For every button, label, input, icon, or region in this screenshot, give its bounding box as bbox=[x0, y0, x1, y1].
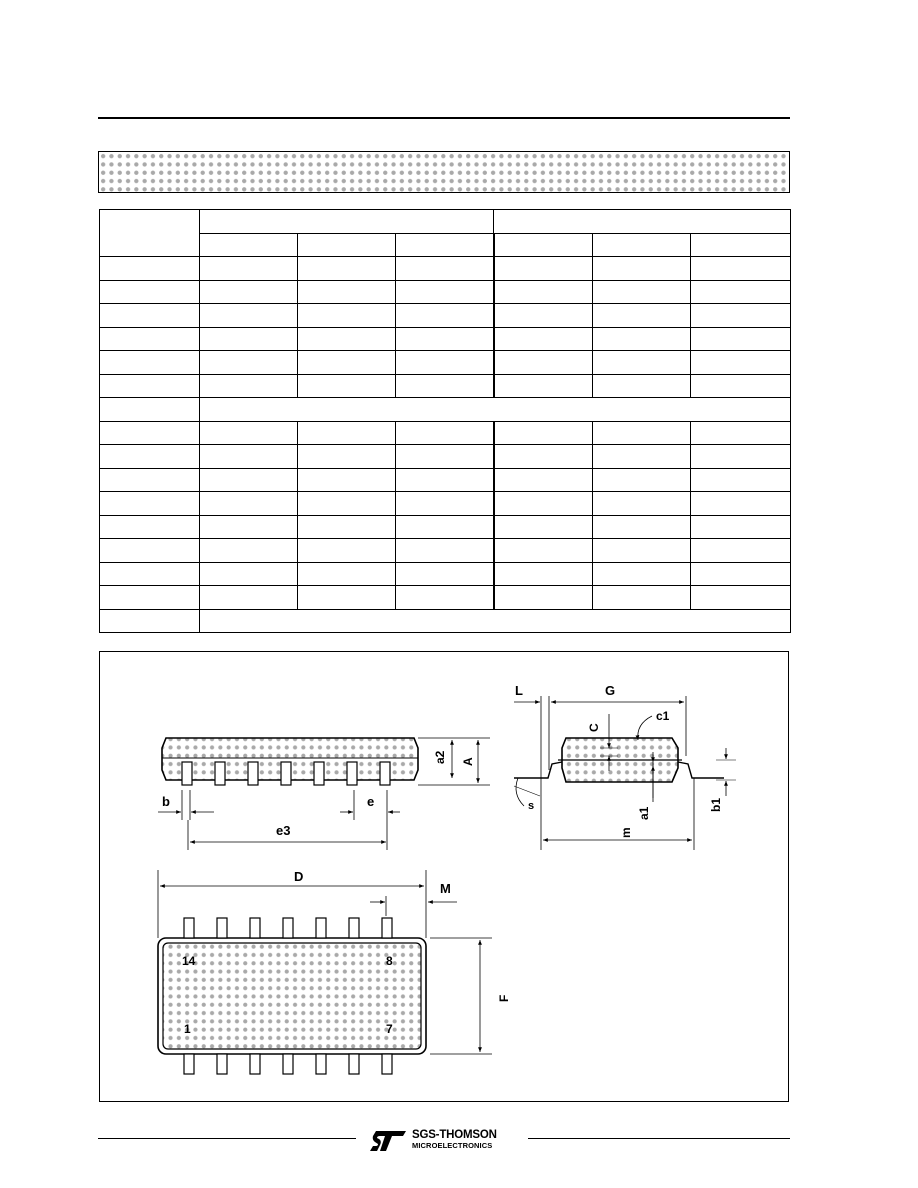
table-cell bbox=[200, 421, 298, 445]
top-rule bbox=[98, 117, 790, 119]
table-cell bbox=[691, 351, 791, 375]
label-b1: b1 bbox=[709, 797, 723, 812]
table-cell bbox=[691, 327, 791, 351]
footer-rule-right bbox=[528, 1138, 790, 1139]
brand-sub: MICROELECTRONICS bbox=[412, 1141, 493, 1150]
side-pin bbox=[182, 762, 192, 785]
table-cell bbox=[100, 492, 200, 516]
table-cell bbox=[494, 257, 593, 281]
label-G: G bbox=[605, 683, 616, 698]
table-cell bbox=[593, 257, 691, 281]
table-cell bbox=[593, 351, 691, 375]
table-cell bbox=[396, 468, 494, 492]
table-cell bbox=[298, 257, 396, 281]
table-cell bbox=[396, 257, 494, 281]
section-banner bbox=[98, 151, 790, 193]
subheader-cell bbox=[298, 233, 396, 257]
table-cell bbox=[494, 280, 593, 304]
table-cell bbox=[100, 562, 200, 586]
table-cell bbox=[298, 304, 396, 328]
table-cell bbox=[200, 280, 298, 304]
side-pin bbox=[248, 762, 258, 785]
table-cell bbox=[494, 327, 593, 351]
table-row bbox=[100, 609, 791, 633]
top-pin bbox=[382, 1054, 392, 1074]
top-pin bbox=[184, 1054, 194, 1074]
table-cell bbox=[494, 421, 593, 445]
top-pin bbox=[217, 1054, 227, 1074]
top-pin bbox=[217, 918, 227, 938]
label-b: b bbox=[162, 794, 170, 809]
table-cell bbox=[691, 515, 791, 539]
table-cell bbox=[100, 609, 200, 633]
table-cell bbox=[593, 515, 691, 539]
table-cell bbox=[691, 257, 791, 281]
table-cell bbox=[396, 374, 494, 398]
table-cell bbox=[691, 374, 791, 398]
table-cell bbox=[593, 539, 691, 563]
table-cell bbox=[593, 586, 691, 610]
table-cell bbox=[100, 257, 200, 281]
table-cell bbox=[100, 468, 200, 492]
table-row bbox=[100, 421, 791, 445]
table-row bbox=[100, 304, 791, 328]
table-cell bbox=[200, 609, 791, 633]
table-cell bbox=[691, 492, 791, 516]
table-cell bbox=[200, 351, 298, 375]
st-logo-icon bbox=[370, 1130, 408, 1152]
table-cell bbox=[396, 539, 494, 563]
table-cell bbox=[494, 351, 593, 375]
table-cell bbox=[494, 562, 593, 586]
table-cell bbox=[298, 515, 396, 539]
label-a1: a1 bbox=[637, 806, 651, 820]
table-cell bbox=[396, 492, 494, 516]
top-pin bbox=[283, 918, 293, 938]
table-cell bbox=[200, 539, 298, 563]
table-row bbox=[100, 280, 791, 304]
table-row bbox=[100, 492, 791, 516]
table-row bbox=[100, 374, 791, 398]
top-pin bbox=[349, 918, 359, 938]
top-pin bbox=[316, 1054, 326, 1074]
table-cell bbox=[396, 586, 494, 610]
table-cell bbox=[396, 327, 494, 351]
table-cell bbox=[691, 421, 791, 445]
table-cell bbox=[593, 492, 691, 516]
label-C: C bbox=[587, 723, 601, 732]
top-view bbox=[158, 870, 492, 1074]
table-cell bbox=[100, 539, 200, 563]
table-row bbox=[100, 468, 791, 492]
table-cell bbox=[100, 515, 200, 539]
table-cell bbox=[691, 304, 791, 328]
table-cell bbox=[298, 421, 396, 445]
group-header-cell bbox=[494, 210, 791, 234]
table-cell bbox=[200, 398, 791, 422]
table-cell bbox=[494, 304, 593, 328]
table-cell bbox=[298, 562, 396, 586]
table-cell bbox=[298, 468, 396, 492]
table-cell bbox=[691, 586, 791, 610]
table-cell bbox=[396, 515, 494, 539]
table-cell bbox=[691, 539, 791, 563]
side-pin bbox=[380, 762, 390, 785]
top-pin bbox=[184, 918, 194, 938]
subheader-cell bbox=[200, 233, 298, 257]
label-s: s bbox=[528, 800, 535, 812]
table-cell bbox=[593, 468, 691, 492]
table-row bbox=[100, 586, 791, 610]
table-cell bbox=[396, 304, 494, 328]
table-cell bbox=[200, 468, 298, 492]
table-cell bbox=[396, 280, 494, 304]
table-cell bbox=[200, 515, 298, 539]
group-header-cell bbox=[200, 210, 494, 234]
table-cell bbox=[494, 586, 593, 610]
table-cell bbox=[200, 374, 298, 398]
end-view bbox=[514, 696, 736, 850]
table-cell bbox=[298, 327, 396, 351]
label-m: m bbox=[619, 827, 633, 838]
subheader-cell bbox=[593, 233, 691, 257]
footer-rule-left bbox=[98, 1138, 356, 1139]
table-cell bbox=[200, 304, 298, 328]
side-pin bbox=[215, 762, 225, 785]
table-cell bbox=[200, 562, 298, 586]
side-pin bbox=[314, 762, 324, 785]
table-cell bbox=[298, 492, 396, 516]
table-cell bbox=[298, 374, 396, 398]
side-pin bbox=[281, 762, 291, 785]
table-cell bbox=[593, 562, 691, 586]
table-cell bbox=[691, 468, 791, 492]
table-cell bbox=[494, 374, 593, 398]
table-cell bbox=[494, 468, 593, 492]
table-cell bbox=[593, 304, 691, 328]
table-cell bbox=[100, 327, 200, 351]
table-cell bbox=[200, 257, 298, 281]
table-cell bbox=[593, 280, 691, 304]
st-logo bbox=[370, 1128, 520, 1154]
label-M: M bbox=[440, 881, 451, 896]
table-row bbox=[100, 398, 791, 422]
table-cell bbox=[298, 586, 396, 610]
table-cell bbox=[396, 562, 494, 586]
table-cell bbox=[494, 515, 593, 539]
table-cell bbox=[200, 492, 298, 516]
subheader-cell bbox=[396, 233, 494, 257]
top-pin bbox=[283, 1054, 293, 1074]
table-cell bbox=[100, 398, 200, 422]
table-row bbox=[100, 327, 791, 351]
table-cell bbox=[200, 586, 298, 610]
dimensions-table bbox=[99, 209, 791, 633]
pin-label-8: 8 bbox=[386, 954, 393, 968]
table-cell bbox=[298, 539, 396, 563]
package-outline-figure bbox=[99, 651, 789, 1102]
top-pin bbox=[250, 918, 260, 938]
table-row bbox=[100, 515, 791, 539]
top-pin bbox=[349, 1054, 359, 1074]
table-row bbox=[100, 445, 791, 469]
table-cell bbox=[298, 445, 396, 469]
table-cell bbox=[593, 421, 691, 445]
label-e: e bbox=[367, 794, 375, 809]
table-cell bbox=[100, 304, 200, 328]
table-subheader-row bbox=[100, 233, 791, 257]
table-cell bbox=[100, 351, 200, 375]
pin-label-1: 1 bbox=[184, 1022, 191, 1036]
table-cell bbox=[100, 280, 200, 304]
table-cell bbox=[396, 351, 494, 375]
table-cell bbox=[593, 445, 691, 469]
label-D: D bbox=[294, 869, 304, 884]
table-row bbox=[100, 257, 791, 281]
subheader-cell bbox=[494, 233, 593, 257]
label-A: A bbox=[461, 757, 475, 766]
table-cell bbox=[593, 374, 691, 398]
table-cell bbox=[100, 586, 200, 610]
table-cell bbox=[200, 445, 298, 469]
table-cell bbox=[691, 445, 791, 469]
table-cell bbox=[298, 280, 396, 304]
top-pin bbox=[250, 1054, 260, 1074]
dim-header-cell bbox=[100, 210, 200, 257]
label-L: L bbox=[515, 683, 523, 698]
table-cell bbox=[494, 539, 593, 563]
table-cell bbox=[100, 421, 200, 445]
top-pin bbox=[316, 918, 326, 938]
side-pin bbox=[347, 762, 357, 785]
subheader-cell bbox=[691, 233, 791, 257]
table-cell bbox=[494, 492, 593, 516]
label-a2: a2 bbox=[433, 750, 447, 764]
table-cell bbox=[200, 327, 298, 351]
table-cell bbox=[100, 445, 200, 469]
pin-label-7: 7 bbox=[386, 1022, 393, 1036]
table-cell bbox=[593, 327, 691, 351]
label-e3: e3 bbox=[276, 823, 291, 838]
label-F: F bbox=[497, 994, 511, 1002]
top-pin bbox=[382, 918, 392, 938]
table-header-row bbox=[100, 210, 791, 234]
table-cell bbox=[298, 351, 396, 375]
table-cell bbox=[691, 562, 791, 586]
table-row bbox=[100, 351, 791, 375]
table-cell bbox=[691, 280, 791, 304]
table-row bbox=[100, 539, 791, 563]
table-cell bbox=[494, 445, 593, 469]
table-row bbox=[100, 562, 791, 586]
table-cell bbox=[396, 445, 494, 469]
label-c1: c1 bbox=[656, 709, 670, 723]
pin-label-14: 14 bbox=[182, 954, 196, 968]
brand-name: SGS-THOMSON bbox=[412, 1129, 497, 1141]
table-cell bbox=[396, 421, 494, 445]
table-cell bbox=[100, 374, 200, 398]
